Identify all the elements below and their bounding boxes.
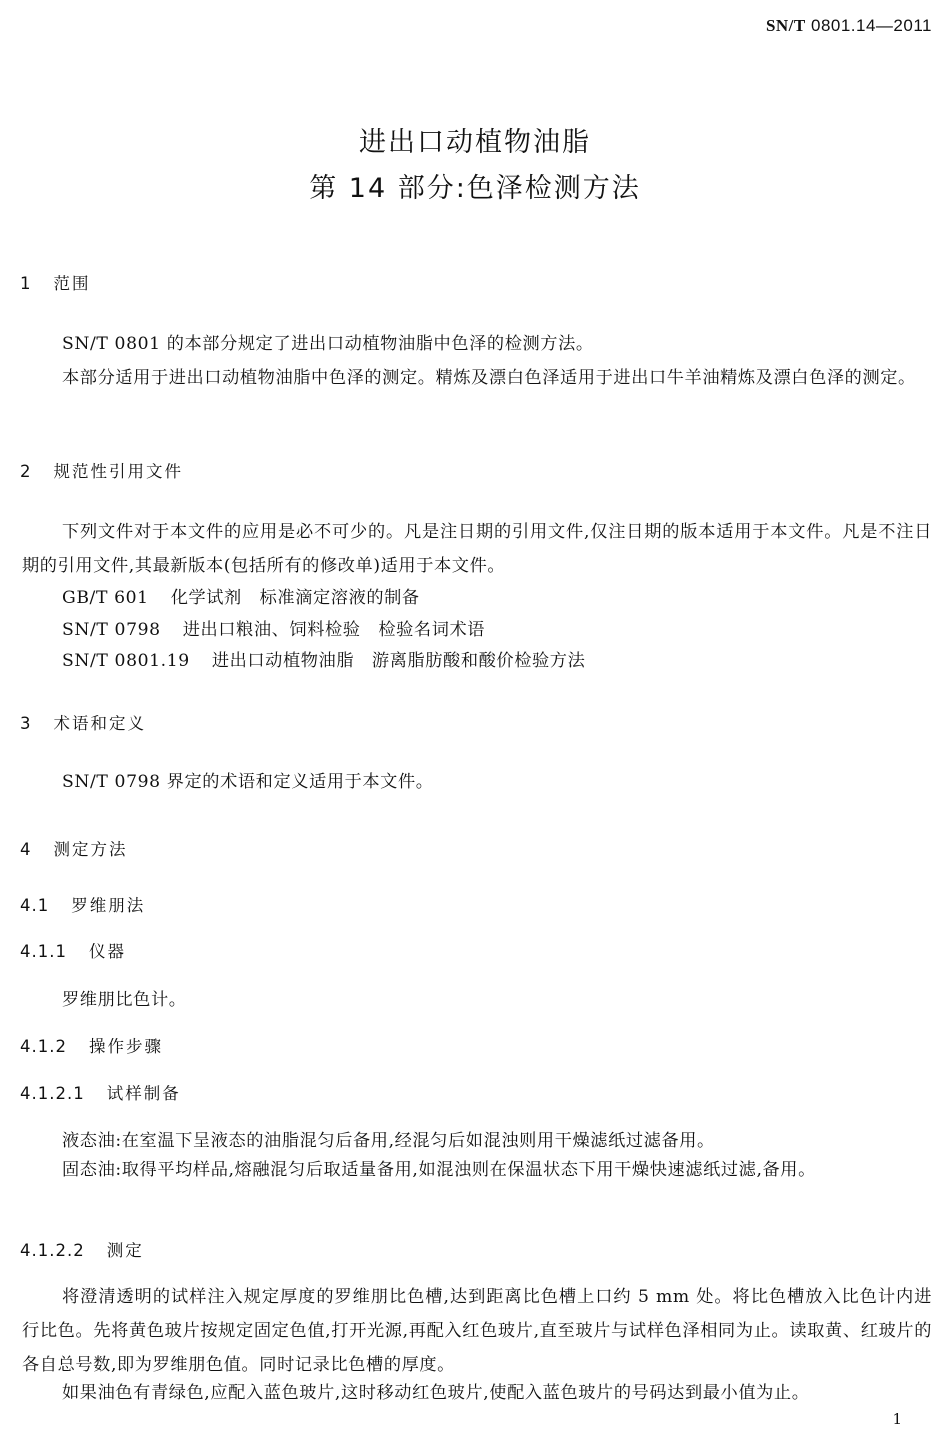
standard-number: SN/T 0801.14—2011 xyxy=(765,16,932,35)
normative-reference: GB/T 601 化学试剂 标准滴定溶液的制备 xyxy=(62,588,420,608)
section-4-1-2-1-para-2: 固态油:取得平均样品,熔融混匀后取适量备用,如混浊则在保温状态下用干燥快速滤纸过滤,备用。 xyxy=(62,1160,816,1180)
section-3-para-1: SN/T 0798 界定的术语和定义适用于本文件。 xyxy=(62,772,434,792)
section-4-1-heading: 4.1 罗维朋法 xyxy=(20,896,146,915)
normative-reference: SN/T 0801.19 进出口动植物油脂 游离脂肪酸和酸价检验方法 xyxy=(62,651,586,671)
page-number: 1 xyxy=(892,1410,902,1428)
normative-reference: SN/T 0798 进出口粮油、饲料检验 检验名词术语 xyxy=(62,620,486,640)
section-1-heading: 1 范围 xyxy=(20,274,91,293)
section-1-para-1: SN/T 0801 的本部分规定了进出口动植物油脂中色泽的检测方法。 xyxy=(62,334,594,354)
section-4-1-2-2-para-2: 如果油色有青绿色,应配入蓝色玻片,这时移动红色玻片,使配入蓝色玻片的号码达到最小值为止。 xyxy=(62,1383,810,1403)
section-4-1-1-heading: 4.1.1 仪器 xyxy=(20,942,126,961)
document-title: 进出口动植物油脂 xyxy=(359,127,591,158)
section-4-1-2-2-heading: 4.1.2.2 测定 xyxy=(20,1241,144,1260)
section-4-1-2-1-heading: 4.1.2.1 试样制备 xyxy=(20,1084,181,1103)
section-4-1-2-heading: 4.1.2 操作步骤 xyxy=(20,1037,163,1056)
section-4-1-2-1-para-1: 液态油:在室温下呈液态的油脂混匀后备用,经混匀后如混浊则用干燥滤纸过滤备用。 xyxy=(62,1131,715,1151)
section-1-para-2: 本部分适用于进出口动植物油脂中色泽的测定。精炼及漂白色泽适用于进出口牛羊油精炼及漂白色泽的测定。 xyxy=(62,368,916,388)
section-2-heading: 2 规范性引用文件 xyxy=(20,462,183,481)
section-4-1-1-para: 罗维朋比色计。 xyxy=(62,990,187,1010)
section-4-heading: 4 测定方法 xyxy=(20,840,128,859)
section-2-para-1: 下列文件对于本文件的应用是必不可少的。凡是注日期的引用文件,仅注日期的版本适用于本文件。凡是不注日期的引用文件,其最新版本(包括所有的修改单)适用于本文件。 xyxy=(22,522,932,576)
section-3-heading: 3 术语和定义 xyxy=(20,714,146,733)
section-4-1-2-2-para-1: 将澄清透明的试样注入规定厚度的罗维朋比色槽,达到距离比色槽上口约 5 mm 处。将比色槽放入比色计内进行比色。先将黄色玻片按规定固定色值,打开光源,再配入红色玻片,直至玻片与试样色泽相同为止。读取黄、红玻片的各自总号数,即为罗维朋色值。同时记录比色槽的厚度。 xyxy=(22,1287,932,1375)
document-subtitle: 第 14 部分:色泽检测方法 xyxy=(309,173,641,204)
